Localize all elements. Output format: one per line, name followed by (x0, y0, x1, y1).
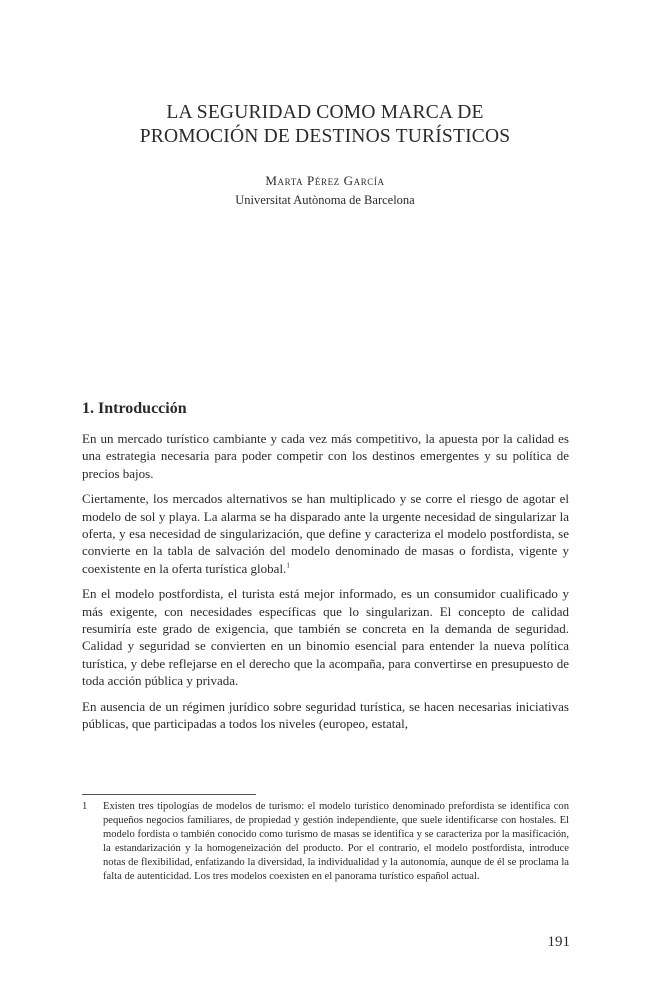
author-affiliation: Universitat Autònoma de Barcelona (235, 193, 415, 207)
paragraph-4: En ausencia de un régimen jurídico sobre seguridad turística, se hacen necesarias iniciativas públicas, que participadas a todos los niveles (europeo, estatal, (82, 698, 569, 732)
body-text (82, 430, 569, 741)
article-title-line-2: PROMOCIÓN DE DESTINOS TURÍSTICOS (139, 126, 511, 147)
footnote-separator (82, 794, 256, 795)
section-heading: 1. Introducción (82, 400, 187, 417)
paragraph-1: En un mercado turístico cambiante y cada vez más competitivo, la apuesta por la calidad es una estrategia necesaria para poder competir con los destinos emergentes y su política de precios bajos. (82, 431, 569, 481)
article-title (60, 101, 590, 149)
footnote-text: Existen tres tipologías de modelos de turismo: el modelo turístico denominado prefordista se identifica con pequeños negocios familiares, de propiedad y gestión independiente, que suele identificarse con hostales. El modelo fordista o también conocido como turismo de masas se identifica y se caracteriza por la masificación, la estandarización y la homogeneización del producto. Por el contrario, el modelo postfordista, introduce notas de flexibilidad, enfatizando la diversidad, la individualidad y la autonomía, aunque de él se proclama la falta de autenticidad. Los tres modelos coexisten en el panorama turístico español actual. (103, 801, 569, 883)
page-number: 191 (547, 934, 570, 950)
footnote-number: 1 (82, 801, 88, 812)
footnote (82, 800, 569, 885)
paragraph-2-text: Ciertamente, los mercados alternativos se han multiplicado y se corre el riesgo de agotar el modelo de sol y playa. La alarma se ha disparado ante la urgente necesidad de singularizar la oferta, y esa necesidad de singularización, que define y caracteriza el modelo postfordista, se convierte en la tabla de salvación del modelo denominado de masas o fordista, vigente y coexistente en la oferta turística global. (82, 491, 569, 576)
paragraph-3: En el modelo postfordista, el turista está mejor informado, es un consumidor cualificado y más exigente, con necesidades específicas que lo singularizan. El concepto de calidad resumiría este grado de exigencia, que también se concreta en la demanda de seguridad. Calidad y seguridad se convierten en un binomio esencial para entender la nueva política turística, y debe reflejarse en el derecho que la acompaña, para convertirse en presupuesto de toda acción pública y privada. (82, 586, 569, 689)
paragraph-2 (82, 490, 569, 577)
footnote-reference[interactable]: 1 (286, 561, 290, 570)
article-title-line-1: LA SEGURIDAD COMO MARCA DE (166, 102, 484, 123)
author-name: Marta Pérez García (265, 173, 385, 188)
